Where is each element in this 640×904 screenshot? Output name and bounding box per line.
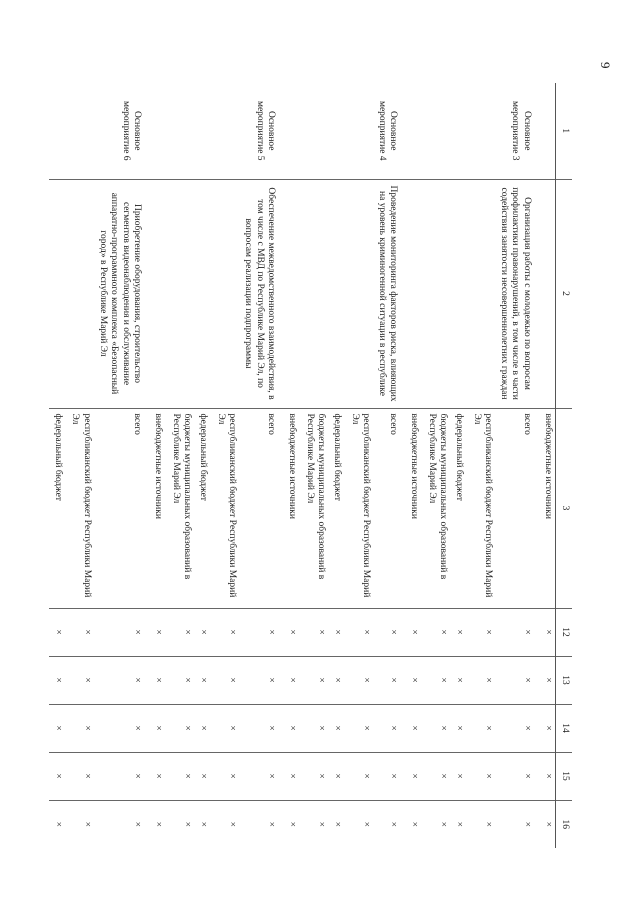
activity-description-cell <box>466 179 495 408</box>
mark-cell-col-16: × <box>522 821 532 827</box>
table-row <box>210 83 239 848</box>
mark-cell-col-13: × <box>165 656 194 704</box>
mark-cell-col-16: × <box>227 821 238 827</box>
col-header-1: 1 <box>556 83 573 179</box>
mark-cell-col-12: × <box>239 608 283 656</box>
funding-source-cell: всего <box>239 408 283 608</box>
mark-cell-col-12: × <box>283 608 299 656</box>
mark-cell-col-14: × <box>49 704 65 752</box>
mark-cell-col-12: × <box>328 608 344 656</box>
activity-number-cell <box>344 83 373 179</box>
mark-cell-col-12: × <box>299 608 328 656</box>
mark-cell-col-14: × <box>450 704 466 752</box>
table-row <box>194 83 210 848</box>
mark-cell-col-15: × <box>405 752 421 800</box>
mark-cell-col-16: × <box>361 821 372 827</box>
activity-description-cell <box>539 179 556 408</box>
activity-number-cell <box>539 83 556 179</box>
mark-cell-col-12: × <box>450 608 466 656</box>
mark-cell-col-14: × <box>328 704 344 752</box>
activity-description-cell <box>344 179 373 408</box>
activity-description-cell <box>405 179 421 408</box>
mark-cell-col-13: × <box>373 656 405 704</box>
table-row <box>283 83 299 848</box>
funding-source-cell: внебюджетные источники <box>539 408 556 608</box>
mark-cell-col-15: × <box>210 752 239 800</box>
activity-number-cell <box>421 83 450 179</box>
funding-source-cell: бюджеты муниципальных образований в Республике Марий Эл <box>299 408 328 608</box>
activity-number-cell: Основное мероприятие 4 <box>373 83 405 179</box>
funding-source-cell: республиканский бюджет Республики Марий Эл <box>65 408 94 608</box>
mark-cell-col-15: × <box>194 752 210 800</box>
table-row <box>495 83 539 848</box>
mark-cell-col-16: × <box>132 821 143 827</box>
mark-cell-col-13: × <box>149 656 165 704</box>
mark-cell-col-13: × <box>328 656 344 704</box>
mark-cell-col-15: × <box>94 752 149 800</box>
mark-cell-col-12: × <box>495 608 539 656</box>
mark-cell-col-15: × <box>239 752 283 800</box>
mark-cell-col-15: × <box>539 752 556 800</box>
mark-cell-col-12: × <box>149 608 165 656</box>
funding-source-cell: внебюджетные источники <box>405 408 421 608</box>
mark-cell-col-13: × <box>239 656 283 704</box>
activity-number-cell <box>49 83 65 179</box>
activity-description-cell <box>421 179 450 408</box>
mark-cell-col-12: × <box>466 608 495 656</box>
mark-cell-col-14: × <box>283 704 299 752</box>
col-header-14: 14 <box>556 704 573 752</box>
table-row <box>405 83 421 848</box>
mark-cell-col-14: × <box>165 704 194 752</box>
mark-cell-col-12: × <box>194 608 210 656</box>
activity-description-cell: Приобретение оборудования, строительство сегментов видеонаблюдения и обслуживание аппаратно-программного комплекса «Безопасный город» в Республике Марий Эл <box>94 179 149 408</box>
activity-description-cell: Организация работы с молодежью по вопросам профилактики правонарушений, в том числе в части содействия занятости несовершеннолетних граждан <box>495 179 539 408</box>
table-row <box>373 83 405 848</box>
mark-cell-col-16: × <box>182 821 193 827</box>
mark-cell-col-16: × <box>266 821 277 827</box>
table-row <box>466 83 495 848</box>
table-header-row <box>556 83 573 848</box>
activity-number-cell <box>65 83 94 179</box>
col-header-15: 15 <box>556 752 573 800</box>
mark-cell-col-16: × <box>82 821 93 827</box>
mark-cell-col-15: × <box>421 752 450 800</box>
mark-cell-col-12: × <box>94 608 149 656</box>
table-row <box>539 83 556 848</box>
mark-cell-col-13: × <box>283 656 299 704</box>
funding-source-cell: федеральный бюджет <box>450 408 466 608</box>
funding-source-cell: бюджеты муниципальных образований в Республике Марий Эл <box>421 408 450 608</box>
mark-cell-col-14: × <box>495 704 539 752</box>
mark-cell-col-14: × <box>539 704 556 752</box>
mark-cell-col-13: × <box>94 656 149 704</box>
mark-cell-col-13: × <box>49 656 65 704</box>
mark-cell-col-14: × <box>194 704 210 752</box>
mark-cell-col-16: × <box>454 821 465 827</box>
mark-cell-col-16: × <box>53 821 64 827</box>
activity-number-cell <box>194 83 210 179</box>
mark-cell-col-12: × <box>65 608 94 656</box>
mark-cell-col-16: × <box>287 821 298 827</box>
funding-source-cell: всего <box>94 408 149 608</box>
mark-cell-col-16: × <box>438 821 449 827</box>
activity-description-cell <box>283 179 299 408</box>
mark-cell-col-16: × <box>483 821 494 827</box>
col-header-13: 13 <box>556 656 573 704</box>
mark-cell-col-16: × <box>153 821 164 827</box>
table-row <box>165 83 194 848</box>
mark-cell-col-12: × <box>373 608 405 656</box>
mark-cell-col-15: × <box>466 752 495 800</box>
activity-description-cell: Обеспечение межведомственного взаимодействия, в том числе с МВД по Республике Марий Эл, по вопросам реализации подпрограммы <box>239 179 283 408</box>
mark-cell-col-16: × <box>543 821 553 827</box>
activity-description-cell <box>149 179 165 408</box>
activity-description-cell <box>165 179 194 408</box>
mark-cell-col-15: × <box>65 752 94 800</box>
activity-number-cell <box>299 83 328 179</box>
mark-cell-col-15: × <box>495 752 539 800</box>
mark-cell-col-16: × <box>409 821 420 827</box>
mark-cell-col-12: × <box>405 608 421 656</box>
page-number: 9 <box>598 62 613 69</box>
table-row <box>450 83 466 848</box>
activity-number-cell <box>210 83 239 179</box>
col-header-3: 3 <box>556 408 573 608</box>
mark-cell-col-13: × <box>405 656 421 704</box>
funding-source-cell: внебюджетные источники <box>149 408 165 608</box>
table-row <box>328 83 344 848</box>
table-row <box>149 83 165 848</box>
table-row <box>344 83 373 848</box>
mark-cell-col-16: × <box>316 821 327 827</box>
activity-number-cell <box>149 83 165 179</box>
table-row <box>239 83 283 848</box>
activity-description-cell <box>49 179 65 408</box>
activity-description-cell <box>328 179 344 408</box>
funding-source-cell: внебюджетные источники <box>283 408 299 608</box>
funding-table <box>49 83 572 848</box>
activity-description-cell <box>210 179 239 408</box>
mark-cell-col-12: × <box>165 608 194 656</box>
mark-cell-col-14: × <box>299 704 328 752</box>
mark-cell-col-12: × <box>49 608 65 656</box>
mark-cell-col-15: × <box>165 752 194 800</box>
activity-number-cell <box>405 83 421 179</box>
activity-number-cell: Основное мероприятие 6 <box>94 83 149 179</box>
funding-source-cell: бюджеты муниципальных образований в Республике Марий Эл <box>165 408 194 608</box>
mark-cell-col-13: × <box>421 656 450 704</box>
table-row <box>65 83 94 848</box>
activity-number-cell <box>165 83 194 179</box>
activity-number-cell <box>450 83 466 179</box>
mark-cell-col-12: × <box>210 608 239 656</box>
funding-source-cell: всего <box>373 408 405 608</box>
mark-cell-col-14: × <box>239 704 283 752</box>
table-row <box>299 83 328 848</box>
mark-cell-col-14: × <box>405 704 421 752</box>
mark-cell-col-13: × <box>344 656 373 704</box>
funding-source-cell: республиканский бюджет Республики Марий Эл <box>210 408 239 608</box>
mark-cell-col-14: × <box>344 704 373 752</box>
activity-description-cell <box>450 179 466 408</box>
mark-cell-col-13: × <box>539 656 556 704</box>
mark-cell-col-15: × <box>450 752 466 800</box>
table-row <box>94 83 149 848</box>
activity-description-cell <box>65 179 94 408</box>
mark-cell-col-13: × <box>495 656 539 704</box>
activity-description-cell: Проведение мониторинга факторов риска, влияющих на уровень криминогенной ситуации в республике <box>373 179 405 408</box>
mark-cell-col-14: × <box>65 704 94 752</box>
mark-cell-col-13: × <box>299 656 328 704</box>
funding-source-cell: федеральный бюджет <box>194 408 210 608</box>
mark-cell-col-14: × <box>94 704 149 752</box>
mark-cell-col-14: × <box>149 704 165 752</box>
mark-cell-col-13: × <box>466 656 495 704</box>
activity-number-cell: Основное мероприятие 3 <box>495 83 539 179</box>
mark-cell-col-16: × <box>198 821 209 827</box>
mark-cell-col-14: × <box>421 704 450 752</box>
activity-number-cell <box>283 83 299 179</box>
mark-cell-col-15: × <box>149 752 165 800</box>
mark-cell-col-15: × <box>328 752 344 800</box>
mark-cell-col-14: × <box>466 704 495 752</box>
mark-cell-col-16: × <box>332 821 343 827</box>
table-row <box>421 83 450 848</box>
mark-cell-col-12: × <box>421 608 450 656</box>
funding-source-cell: всего <box>495 408 539 608</box>
activity-number-cell <box>466 83 495 179</box>
mark-cell-col-15: × <box>344 752 373 800</box>
funding-source-cell: республиканский бюджет Республики Марий Эл <box>344 408 373 608</box>
rotated-page <box>53 83 572 848</box>
mark-cell-col-14: × <box>373 704 405 752</box>
mark-cell-col-13: × <box>65 656 94 704</box>
mark-cell-col-13: × <box>210 656 239 704</box>
mark-cell-col-15: × <box>49 752 65 800</box>
mark-cell-col-12: × <box>539 608 556 656</box>
mark-cell-col-15: × <box>283 752 299 800</box>
mark-cell-col-15: × <box>299 752 328 800</box>
col-header-12: 12 <box>556 608 573 656</box>
funding-source-cell: федеральный бюджет <box>49 408 65 608</box>
funding-source-cell: республиканский бюджет Республики Марий Эл <box>466 408 495 608</box>
mark-cell-col-12: × <box>344 608 373 656</box>
mark-cell-col-13: × <box>194 656 210 704</box>
mark-cell-col-14: × <box>210 704 239 752</box>
funding-source-cell: федеральный бюджет <box>328 408 344 608</box>
activity-description-cell <box>299 179 328 408</box>
activity-number-cell: Основное мероприятие 5 <box>239 83 283 179</box>
col-header-16: 16 <box>556 800 573 848</box>
table-row <box>49 83 65 848</box>
mark-cell-col-16: × <box>388 821 399 827</box>
col-header-2: 2 <box>556 179 573 408</box>
activity-number-cell <box>328 83 344 179</box>
mark-cell-col-13: × <box>450 656 466 704</box>
mark-cell-col-15: × <box>373 752 405 800</box>
activity-description-cell <box>194 179 210 408</box>
